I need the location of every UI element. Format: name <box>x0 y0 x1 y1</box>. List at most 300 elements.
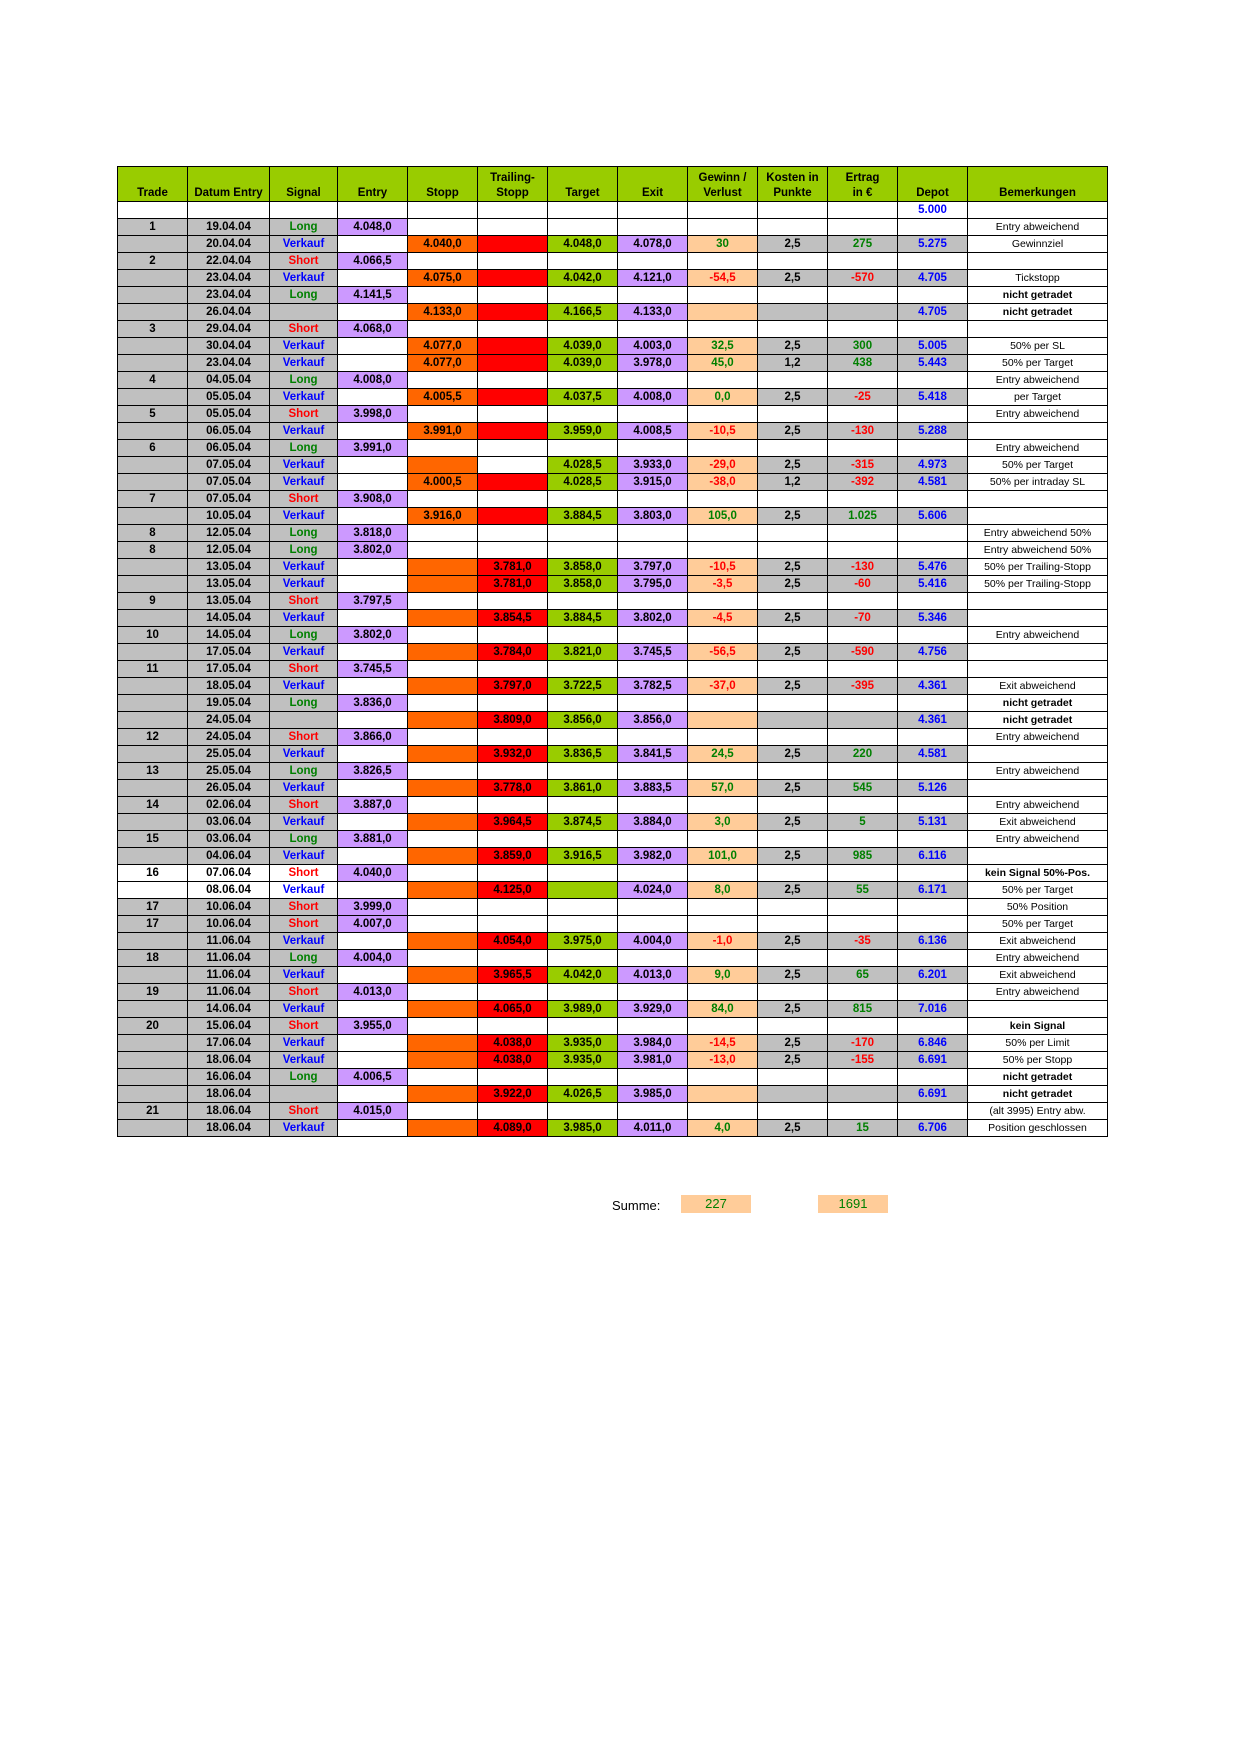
cell-target: 4.037,5 <box>548 389 618 406</box>
table-row <box>118 1103 1108 1120</box>
cell-entry <box>338 933 408 950</box>
cell-exit: 3.985,0 <box>618 1086 688 1103</box>
cell-bemerkung: Entry abweichend 50% <box>968 525 1108 542</box>
cell-exit <box>618 865 688 882</box>
cell-depot <box>898 1018 968 1035</box>
cell-kosten: 2,5 <box>758 457 828 474</box>
cell-ertrag: -570 <box>828 270 898 287</box>
cell-trailing: 3.859,0 <box>478 848 548 865</box>
cell-entry: 4.048,0 <box>338 219 408 236</box>
cell-depot <box>898 729 968 746</box>
cell-signal: Long <box>270 950 338 967</box>
cell-target: 3.821,0 <box>548 644 618 661</box>
cell-datum: 23.04.04 <box>188 355 270 372</box>
cell-stopp <box>408 678 478 695</box>
cell-trailing: 3.854,5 <box>478 610 548 627</box>
cell-stopp: 3.991,0 <box>408 423 478 440</box>
cell-signal: Long <box>270 1069 338 1086</box>
cell-stopp: 4.077,0 <box>408 355 478 372</box>
cell-ertrag <box>828 984 898 1001</box>
cell-exit: 3.803,0 <box>618 508 688 525</box>
cell-kosten <box>758 950 828 967</box>
cell-bemerkung: nicht getradet <box>968 304 1108 321</box>
table-row <box>118 1120 1108 1137</box>
table-row <box>118 797 1108 814</box>
cell-datum: 30.04.04 <box>188 338 270 355</box>
cell-bemerkung: nicht getradet <box>968 287 1108 304</box>
cell-stopp <box>408 372 478 389</box>
cell-entry: 4.040,0 <box>338 865 408 882</box>
cell-stopp <box>408 712 478 729</box>
cell-depot <box>898 219 968 236</box>
cell-gewinn: -37,0 <box>688 678 758 695</box>
cell-signal: Verkauf <box>270 559 338 576</box>
cell-bemerkung: (alt 3995) Entry abw. <box>968 1103 1108 1120</box>
cell-stopp <box>408 1018 478 1035</box>
cell-exit <box>618 899 688 916</box>
cell-kosten <box>758 287 828 304</box>
header-row <box>118 167 1108 202</box>
cell-exit <box>618 1069 688 1086</box>
cell-kosten: 2,5 <box>758 848 828 865</box>
cell-trailing <box>478 355 548 372</box>
cell-depot <box>898 491 968 508</box>
cell-target <box>548 593 618 610</box>
cell-exit <box>618 525 688 542</box>
cell-depot <box>898 695 968 712</box>
cell-signal: Short <box>270 865 338 882</box>
cell-kosten <box>758 1103 828 1120</box>
cell-stopp <box>408 984 478 1001</box>
cell-entry <box>338 202 408 219</box>
cell-trailing <box>478 236 548 253</box>
cell-signal: Short <box>270 661 338 678</box>
cell-datum: 25.05.04 <box>188 763 270 780</box>
cell-trailing <box>478 1069 548 1086</box>
cell-entry <box>338 1120 408 1137</box>
cell-gewinn <box>688 831 758 848</box>
cell-ertrag <box>828 440 898 457</box>
cell-datum: 13.05.04 <box>188 576 270 593</box>
cell-signal: Verkauf <box>270 423 338 440</box>
table-row <box>118 236 1108 253</box>
cell-kosten: 2,5 <box>758 644 828 661</box>
cell-gewinn <box>688 865 758 882</box>
cell-gewinn: -56,5 <box>688 644 758 661</box>
cell-signal <box>270 1086 338 1103</box>
cell-target: 4.042,0 <box>548 270 618 287</box>
cell-ertrag: -70 <box>828 610 898 627</box>
cell-signal: Short <box>270 797 338 814</box>
table-row <box>118 610 1108 627</box>
table-row <box>118 865 1108 882</box>
cell-gewinn: -3,5 <box>688 576 758 593</box>
cell-ertrag: 5 <box>828 814 898 831</box>
cell-gewinn: 57,0 <box>688 780 758 797</box>
cell-bemerkung: Entry abweichend <box>968 831 1108 848</box>
cell-gewinn: 32,5 <box>688 338 758 355</box>
cell-kosten: 2,5 <box>758 1052 828 1069</box>
cell-entry <box>338 1052 408 1069</box>
cell-exit: 4.013,0 <box>618 967 688 984</box>
cell-bemerkung: 50% per Trailing-Stopp <box>968 576 1108 593</box>
cell-ertrag: -35 <box>828 933 898 950</box>
table-row <box>118 270 1108 287</box>
cell-signal: Verkauf <box>270 508 338 525</box>
cell-kosten: 2,5 <box>758 1001 828 1018</box>
cell-exit: 3.981,0 <box>618 1052 688 1069</box>
cell-trade <box>118 423 188 440</box>
cell-target <box>548 627 618 644</box>
cell-signal: Short <box>270 253 338 270</box>
cell-exit: 4.133,0 <box>618 304 688 321</box>
cell-kosten: 2,5 <box>758 338 828 355</box>
cell-signal: Short <box>270 321 338 338</box>
cell-kosten <box>758 406 828 423</box>
cell-entry <box>338 644 408 661</box>
table-row <box>118 253 1108 270</box>
cell-exit <box>618 542 688 559</box>
cell-depot: 6.136 <box>898 933 968 950</box>
cell-gewinn <box>688 202 758 219</box>
cell-trade <box>118 933 188 950</box>
table-row <box>118 644 1108 661</box>
table-row <box>118 1018 1108 1035</box>
cell-kosten <box>758 865 828 882</box>
cell-trade: 18 <box>118 950 188 967</box>
cell-exit: 3.933,0 <box>618 457 688 474</box>
header-datum: Datum Entry <box>188 167 270 202</box>
cell-trailing <box>478 831 548 848</box>
cell-trade <box>118 882 188 899</box>
cell-target: 4.048,0 <box>548 236 618 253</box>
cell-target: 3.874,5 <box>548 814 618 831</box>
cell-trade <box>118 236 188 253</box>
cell-signal: Verkauf <box>270 270 338 287</box>
cell-stopp <box>408 559 478 576</box>
cell-bemerkung: Entry abweichend <box>968 627 1108 644</box>
cell-target: 4.039,0 <box>548 355 618 372</box>
cell-exit <box>618 797 688 814</box>
table-row <box>118 712 1108 729</box>
cell-signal <box>270 202 338 219</box>
table-row <box>118 338 1108 355</box>
cell-trade: 10 <box>118 627 188 644</box>
table-row <box>118 440 1108 457</box>
cell-datum: 19.05.04 <box>188 695 270 712</box>
cell-bemerkung <box>968 848 1108 865</box>
cell-ertrag: 220 <box>828 746 898 763</box>
cell-entry <box>338 848 408 865</box>
cell-datum: 18.06.04 <box>188 1086 270 1103</box>
cell-datum: 26.04.04 <box>188 304 270 321</box>
cell-ertrag: -60 <box>828 576 898 593</box>
header-trade: Trade <box>118 167 188 202</box>
cell-ertrag: -315 <box>828 457 898 474</box>
cell-target <box>548 729 618 746</box>
cell-signal: Verkauf <box>270 1120 338 1137</box>
cell-target <box>548 1018 618 1035</box>
cell-signal: Short <box>270 593 338 610</box>
cell-stopp: 4.133,0 <box>408 304 478 321</box>
cell-entry <box>338 457 408 474</box>
cell-entry <box>338 1001 408 1018</box>
cell-gewinn: 4,0 <box>688 1120 758 1137</box>
cell-datum: 23.04.04 <box>188 270 270 287</box>
cell-target <box>548 661 618 678</box>
cell-datum: 26.05.04 <box>188 780 270 797</box>
cell-ertrag <box>828 593 898 610</box>
cell-datum: 17.05.04 <box>188 644 270 661</box>
cell-kosten <box>758 763 828 780</box>
cell-exit: 3.856,0 <box>618 712 688 729</box>
table-row <box>118 491 1108 508</box>
cell-signal: Long <box>270 219 338 236</box>
cell-exit <box>618 1018 688 1035</box>
cell-bemerkung: Exit abweichend <box>968 967 1108 984</box>
cell-trailing <box>478 372 548 389</box>
cell-target <box>548 287 618 304</box>
cell-exit: 4.003,0 <box>618 338 688 355</box>
cell-entry <box>338 1086 408 1103</box>
cell-datum: 18.05.04 <box>188 678 270 695</box>
cell-ertrag <box>828 899 898 916</box>
cell-target: 4.028,5 <box>548 457 618 474</box>
cell-kosten <box>758 916 828 933</box>
cell-signal: Long <box>270 525 338 542</box>
cell-trailing: 4.065,0 <box>478 1001 548 1018</box>
cell-entry <box>338 270 408 287</box>
cell-trade <box>118 457 188 474</box>
cell-entry <box>338 576 408 593</box>
cell-gewinn <box>688 542 758 559</box>
cell-ertrag <box>828 321 898 338</box>
cell-exit: 3.841,5 <box>618 746 688 763</box>
cell-signal: Verkauf <box>270 1035 338 1052</box>
table-row <box>118 831 1108 848</box>
cell-trade <box>118 1052 188 1069</box>
cell-bemerkung <box>968 423 1108 440</box>
cell-signal: Verkauf <box>270 882 338 899</box>
cell-trade: 6 <box>118 440 188 457</box>
table-row <box>118 814 1108 831</box>
cell-signal: Verkauf <box>270 389 338 406</box>
cell-bemerkung: Entry abweichend <box>968 950 1108 967</box>
cell-kosten <box>758 712 828 729</box>
cell-depot: 5.418 <box>898 389 968 406</box>
header-entry: Entry <box>338 167 408 202</box>
cell-signal: Verkauf <box>270 576 338 593</box>
cell-depot <box>898 1103 968 1120</box>
cell-gewinn: -14,5 <box>688 1035 758 1052</box>
cell-trailing <box>478 440 548 457</box>
cell-gewinn <box>688 695 758 712</box>
cell-signal: Short <box>270 916 338 933</box>
cell-trailing <box>478 457 548 474</box>
cell-trade <box>118 270 188 287</box>
cell-kosten <box>758 899 828 916</box>
cell-trade: 2 <box>118 253 188 270</box>
cell-bemerkung: 50% Position <box>968 899 1108 916</box>
cell-stopp <box>408 576 478 593</box>
cell-target <box>548 797 618 814</box>
cell-entry: 4.066,5 <box>338 253 408 270</box>
cell-gewinn <box>688 304 758 321</box>
table-row <box>118 508 1108 525</box>
table-row <box>118 661 1108 678</box>
cell-datum <box>188 202 270 219</box>
cell-stopp <box>408 610 478 627</box>
cell-entry <box>338 236 408 253</box>
cell-target: 3.935,0 <box>548 1035 618 1052</box>
cell-trailing: 4.125,0 <box>478 882 548 899</box>
cell-signal: Verkauf <box>270 1001 338 1018</box>
cell-entry: 3.955,0 <box>338 1018 408 1035</box>
cell-signal: Short <box>270 899 338 916</box>
cell-entry: 4.006,5 <box>338 1069 408 1086</box>
cell-stopp <box>408 219 478 236</box>
cell-stopp <box>408 525 478 542</box>
cell-trade <box>118 695 188 712</box>
cell-bemerkung: 50% per SL <box>968 338 1108 355</box>
cell-trailing <box>478 406 548 423</box>
cell-trade: 8 <box>118 542 188 559</box>
cell-target: 3.884,5 <box>548 610 618 627</box>
cell-signal: Verkauf <box>270 848 338 865</box>
cell-target <box>548 406 618 423</box>
cell-datum: 18.06.04 <box>188 1120 270 1137</box>
cell-target <box>548 440 618 457</box>
cell-trailing <box>478 287 548 304</box>
cell-trailing: 3.922,0 <box>478 1086 548 1103</box>
cell-trailing <box>478 542 548 559</box>
cell-stopp: 4.077,0 <box>408 338 478 355</box>
cell-trade <box>118 1069 188 1086</box>
cell-datum: 11.06.04 <box>188 933 270 950</box>
cell-signal: Long <box>270 440 338 457</box>
cell-datum: 11.06.04 <box>188 984 270 1001</box>
cell-datum: 02.06.04 <box>188 797 270 814</box>
cell-bemerkung: 50% per Target <box>968 355 1108 372</box>
cell-datum: 22.04.04 <box>188 253 270 270</box>
cell-trade: 16 <box>118 865 188 882</box>
cell-entry <box>338 882 408 899</box>
cell-ertrag <box>828 729 898 746</box>
cell-kosten: 2,5 <box>758 559 828 576</box>
cell-bemerkung: 50% per intraday SL <box>968 474 1108 491</box>
cell-kosten: 2,5 <box>758 882 828 899</box>
cell-target <box>548 202 618 219</box>
cell-trailing: 3.781,0 <box>478 559 548 576</box>
cell-entry <box>338 355 408 372</box>
cell-gewinn: -29,0 <box>688 457 758 474</box>
cell-gewinn <box>688 1018 758 1035</box>
cell-datum: 23.04.04 <box>188 287 270 304</box>
table-row <box>118 406 1108 423</box>
cell-ertrag: 65 <box>828 967 898 984</box>
summary-gewinn-total: 227 <box>681 1195 751 1213</box>
cell-ertrag: -392 <box>828 474 898 491</box>
cell-target <box>548 984 618 1001</box>
cell-target <box>548 491 618 508</box>
cell-signal: Long <box>270 287 338 304</box>
cell-bemerkung: nicht getradet <box>968 1086 1108 1103</box>
cell-kosten <box>758 695 828 712</box>
cell-signal: Short <box>270 1018 338 1035</box>
cell-gewinn <box>688 1086 758 1103</box>
cell-datum: 11.06.04 <box>188 967 270 984</box>
cell-trade: 11 <box>118 661 188 678</box>
cell-gewinn: 84,0 <box>688 1001 758 1018</box>
cell-bemerkung: Exit abweichend <box>968 678 1108 695</box>
cell-entry: 3.881,0 <box>338 831 408 848</box>
table-row <box>118 984 1108 1001</box>
cell-stopp <box>408 967 478 984</box>
cell-target <box>548 1103 618 1120</box>
cell-ertrag: -170 <box>828 1035 898 1052</box>
cell-entry <box>338 389 408 406</box>
cell-datum: 03.06.04 <box>188 831 270 848</box>
cell-exit <box>618 916 688 933</box>
cell-datum: 16.06.04 <box>188 1069 270 1086</box>
cell-exit <box>618 1103 688 1120</box>
cell-exit <box>618 219 688 236</box>
cell-trade: 7 <box>118 491 188 508</box>
cell-depot: 5.126 <box>898 780 968 797</box>
cell-gewinn <box>688 797 758 814</box>
cell-target <box>548 253 618 270</box>
cell-bemerkung: nicht getradet <box>968 712 1108 729</box>
cell-trade <box>118 474 188 491</box>
cell-exit: 3.883,5 <box>618 780 688 797</box>
cell-depot <box>898 984 968 1001</box>
cell-kosten <box>758 593 828 610</box>
cell-trailing: 4.089,0 <box>478 1120 548 1137</box>
cell-depot <box>898 1069 968 1086</box>
cell-trade <box>118 814 188 831</box>
cell-bemerkung: 50% per Stopp <box>968 1052 1108 1069</box>
cell-stopp <box>408 797 478 814</box>
table-row <box>118 1035 1108 1052</box>
cell-entry <box>338 814 408 831</box>
cell-signal: Short <box>270 1103 338 1120</box>
cell-bemerkung <box>968 508 1108 525</box>
cell-bemerkung <box>968 610 1108 627</box>
cell-signal: Verkauf <box>270 355 338 372</box>
cell-entry: 3.991,0 <box>338 440 408 457</box>
cell-trade: 20 <box>118 1018 188 1035</box>
table-row <box>118 1001 1108 1018</box>
cell-kosten: 1,2 <box>758 474 828 491</box>
header-gewinn-verlust: Gewinn / Verlust <box>688 167 758 202</box>
cell-trade: 13 <box>118 763 188 780</box>
cell-exit: 3.745,5 <box>618 644 688 661</box>
cell-trailing <box>478 797 548 814</box>
cell-gewinn <box>688 491 758 508</box>
cell-kosten <box>758 219 828 236</box>
cell-target: 3.935,0 <box>548 1052 618 1069</box>
cell-stopp: 4.000,5 <box>408 474 478 491</box>
cell-bemerkung: Entry abweichend <box>968 984 1108 1001</box>
cell-ertrag <box>828 712 898 729</box>
cell-trade <box>118 508 188 525</box>
table-row <box>118 848 1108 865</box>
cell-trade: 4 <box>118 372 188 389</box>
cell-trailing <box>478 253 548 270</box>
cell-exit <box>618 950 688 967</box>
cell-stopp: 4.040,0 <box>408 236 478 253</box>
cell-ertrag <box>828 1018 898 1035</box>
